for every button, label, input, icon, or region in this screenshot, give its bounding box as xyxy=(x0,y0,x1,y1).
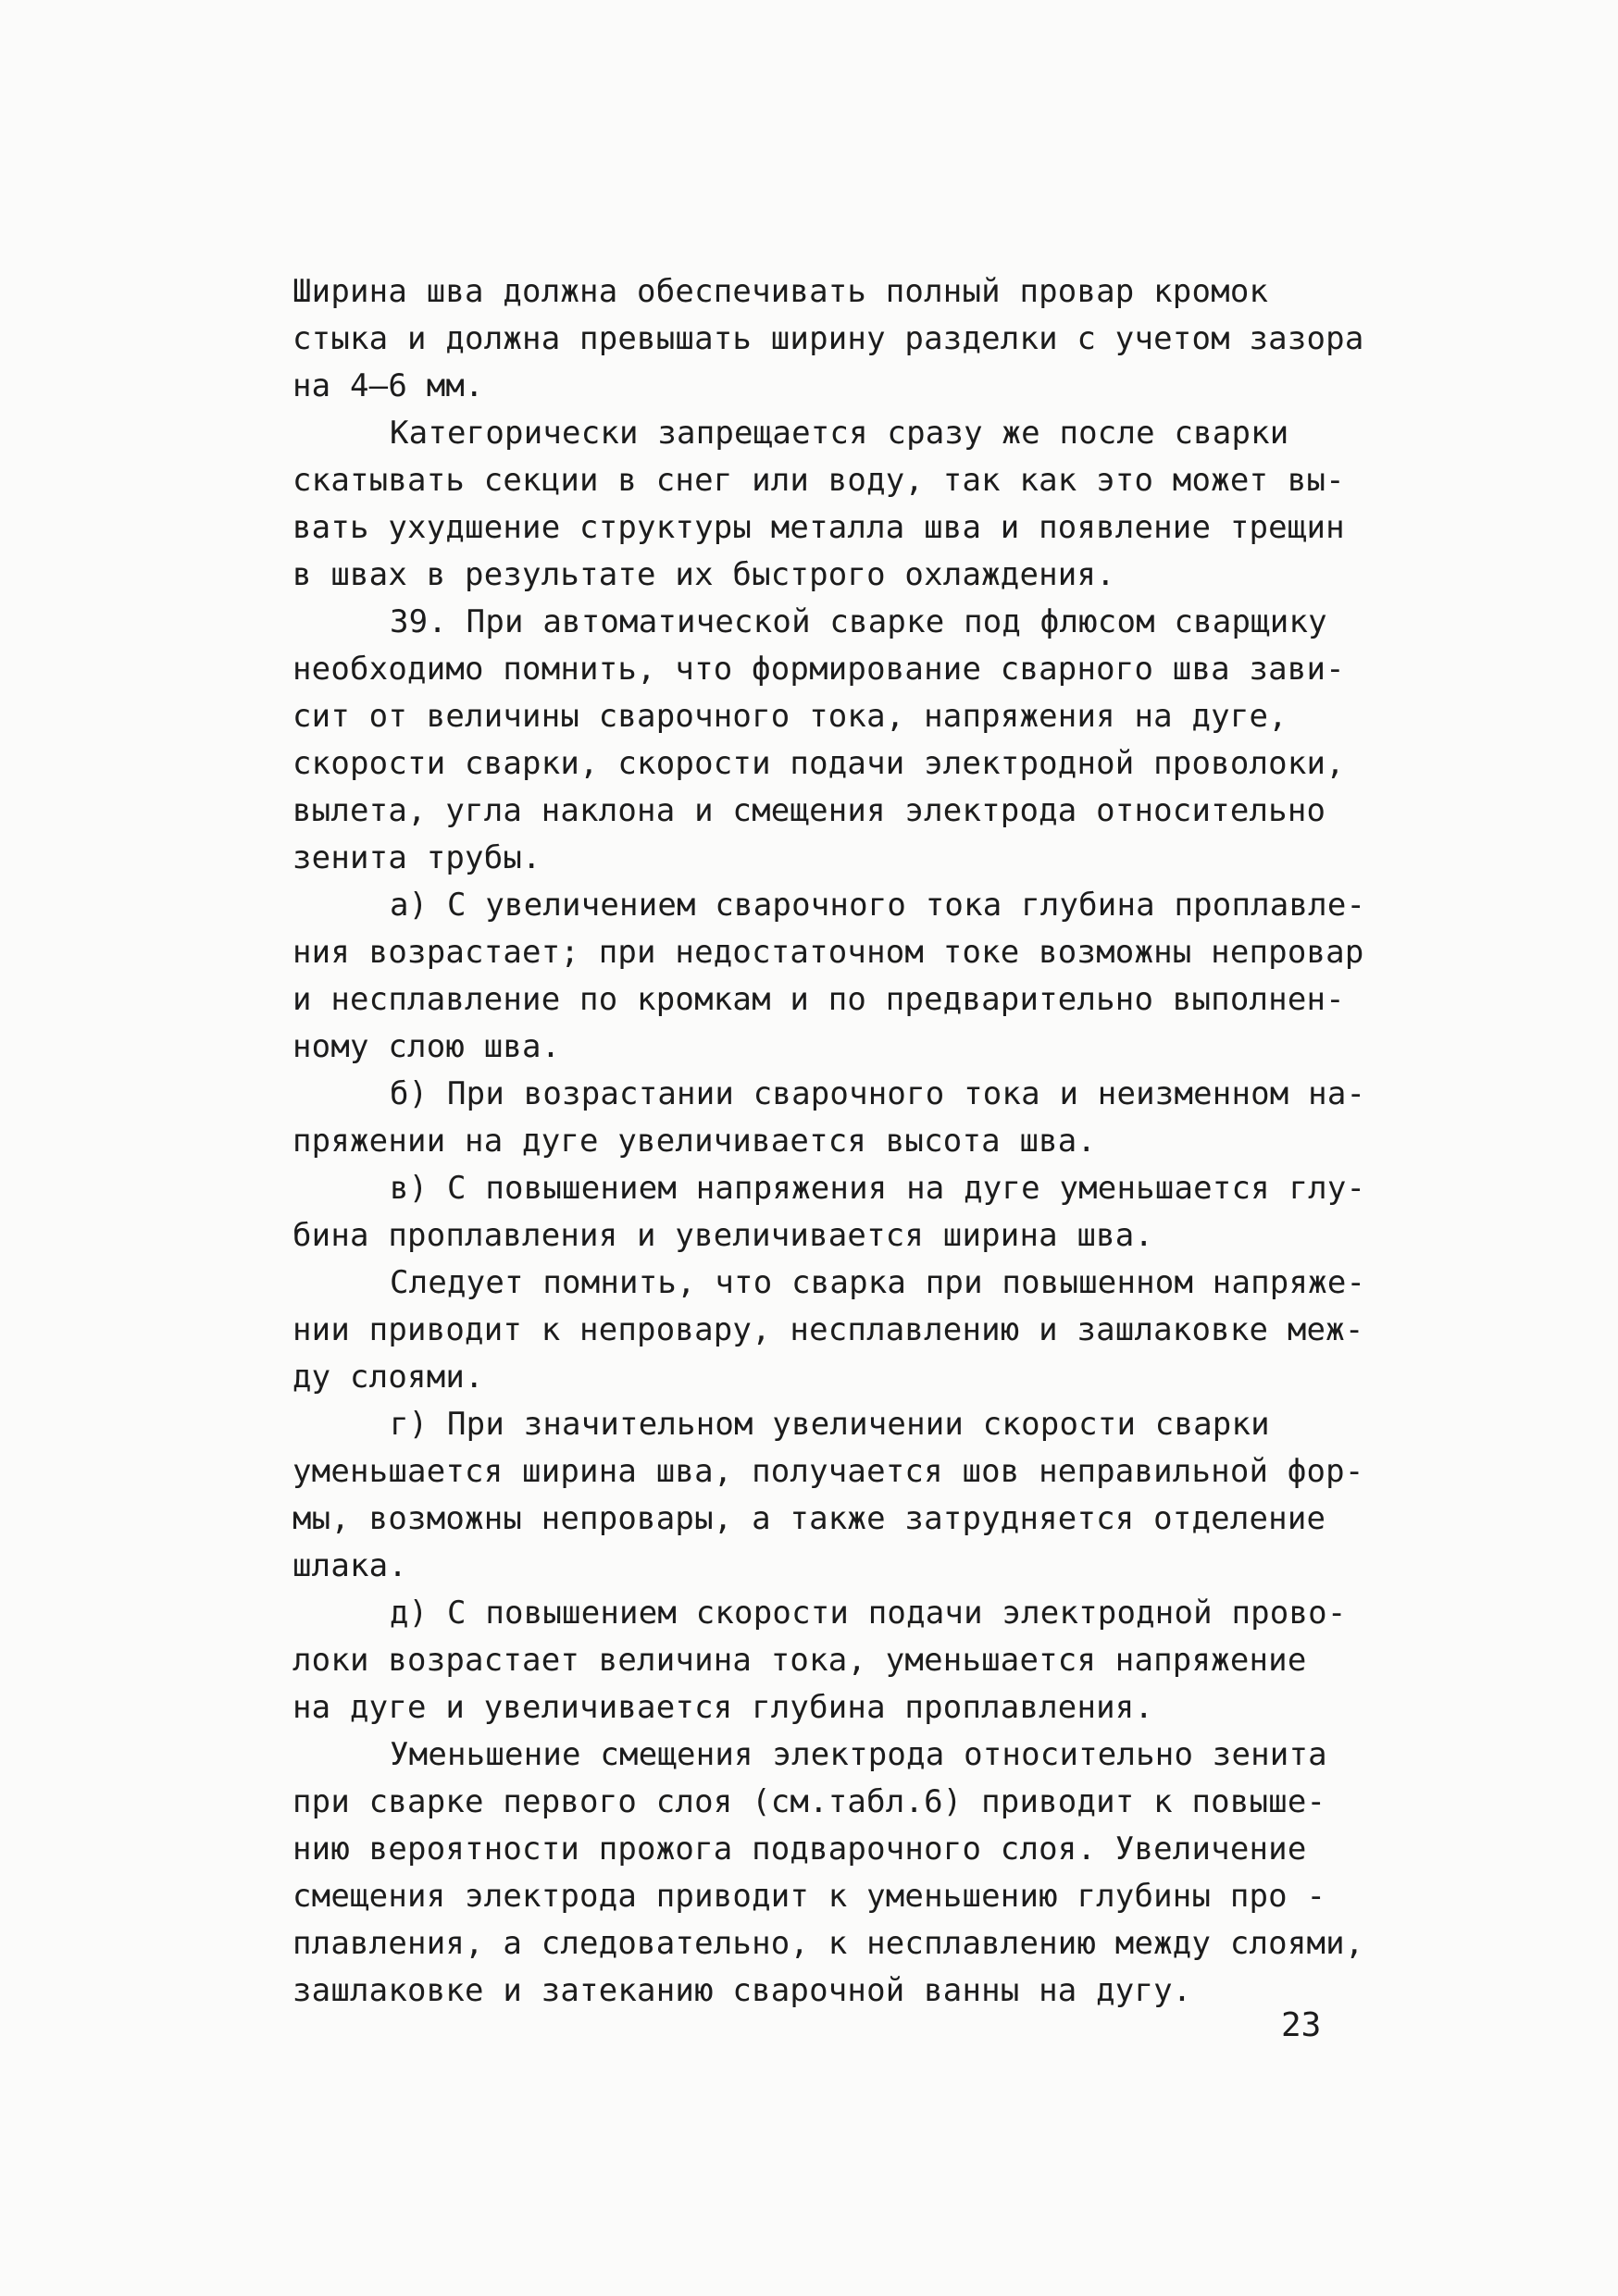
body-text xyxy=(292,268,1366,2015)
text-line: а) С увеличением сварочного тока глубина проплавле- xyxy=(390,887,1366,924)
text-line: в) С повышением напряжения на дуге уменьшается глу- xyxy=(390,1170,1366,1207)
text-line: необходимо помнить, что формирование сварного шва зави- xyxy=(292,651,1345,688)
text-line: локи возрастает величина тока, уменьшается напряжение xyxy=(292,1642,1307,1679)
text-line: пряжении на дуге увеличивается высота шва. xyxy=(292,1123,1097,1160)
text-line: в швах в результате их быстрого охлаждения. xyxy=(292,556,1115,593)
text-line: ния возрастает; при недостаточном токе возможны непровар xyxy=(292,934,1364,971)
text-line: шлака. xyxy=(292,1547,408,1584)
text-line: плавления, а следовательно, к несплавлению между слоями, xyxy=(292,1925,1364,1962)
text-line: б) При возрастании сварочного тока и неизменном на- xyxy=(390,1075,1366,1112)
text-line: Ширина шва должна обеспечивать полный провар кромок xyxy=(292,273,1269,310)
text-line: зенита трубы. xyxy=(292,839,541,876)
text-line: ному слою шва. xyxy=(292,1028,561,1065)
text-line: смещения электрода приводит к уменьшению глубины про - xyxy=(292,1878,1326,1915)
text-line: сит от величины сварочного тока, напряжения на дуге, xyxy=(292,698,1288,735)
text-line: при сварке первого слоя (см.табл.6) приводит к повыше- xyxy=(292,1783,1326,1820)
text-line: нию вероятности прожога подварочного слоя. Увеличение xyxy=(292,1831,1307,1868)
text-line: нии приводит к непровару, несплавлению и зашлаковке меж- xyxy=(292,1311,1364,1348)
text-line: Уменьшение смещения электрода относительно зенита xyxy=(390,1736,1327,1773)
text-line: ду слоями. xyxy=(292,1359,484,1396)
text-line: вылета, угла наклона и смещения электрода относительно xyxy=(292,792,1326,829)
page-number: 23 xyxy=(1281,2006,1322,2044)
text-line: бина проплавления и увеличивается ширина шва. xyxy=(292,1217,1154,1254)
text-line: скорости сварки, скорости подачи электродной проволоки, xyxy=(292,745,1345,782)
text-line: д) С повышением скорости подачи электродной прово- xyxy=(390,1595,1347,1632)
text-line: уменьшается ширина шва, получается шов неправильной фор- xyxy=(292,1453,1364,1490)
text-line: на дуге и увеличивается глубина проплавления. xyxy=(292,1689,1154,1726)
text-line: вать ухудшение структуры металла шва и появление трещин xyxy=(292,509,1345,546)
text-line: стыка и должна превышать ширину разделки с учетом зазора xyxy=(292,320,1364,357)
text-line: зашлаковке и затеканию сварочной ванны на дугу. xyxy=(292,1972,1192,2009)
text-line: и несплавление по кромкам и по предварительно выполнен- xyxy=(292,981,1345,1018)
text-line: скатывать секции в снег или воду, так как это может вы- xyxy=(292,462,1345,499)
text-line: г) При значительном увеличении скорости сварки xyxy=(390,1406,1270,1443)
text-line: на 4–6 мм. xyxy=(292,367,484,404)
text-line: Следует помнить, что сварка при повышенном напряже- xyxy=(390,1264,1366,1301)
text-line: мы, возможны непровары, а также затрудняется отделение xyxy=(292,1500,1326,1537)
text-line: Категорически запрещается сразу же после сварки xyxy=(390,415,1289,452)
text-line: 39. При автоматической сварке под флюсом сварщику xyxy=(390,603,1327,640)
